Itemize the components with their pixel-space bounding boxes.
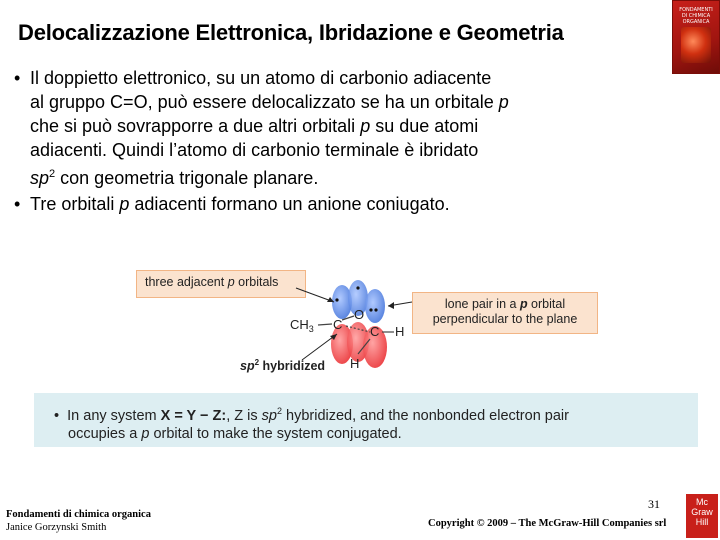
footer-book-title: Fondamenti di chimica organica bbox=[6, 509, 151, 520]
bullet-dot: • bbox=[14, 68, 21, 88]
atom-c2: C bbox=[370, 324, 380, 339]
callout-three-adjacent-orbitals: three adjacent p orbitals bbox=[136, 270, 306, 298]
bullet-item-1 bbox=[14, 66, 678, 190]
publisher-logo: Mc Graw Hill bbox=[686, 494, 718, 538]
info-box-line-2: occupies a p orbital to make the system conjugated. bbox=[68, 425, 402, 442]
bullet-1-line-5: $sp^2$ con geometria trigonale planare. bbox=[30, 168, 319, 188]
book-cover-art bbox=[681, 27, 711, 63]
bullet-1-line-1: Il doppietto elettronico, su un atomo di carbonio adiacente bbox=[30, 68, 492, 88]
electron-dot bbox=[356, 286, 359, 289]
bond-ch3-c bbox=[318, 324, 332, 325]
page-number: 31 bbox=[648, 497, 660, 511]
bullet-1-line-4: adiacenti. Quindi l’atomo di carbonio terminale è ibridato bbox=[30, 140, 479, 160]
slide-title: Delocalizzazione Elettronica, Ibridazione e Geometria bbox=[18, 20, 564, 45]
footer-book-info bbox=[6, 508, 151, 534]
callout-lone-pair: lone pair in a p orbital perpendicular to the plane bbox=[412, 292, 598, 334]
arrowhead-right-callout bbox=[388, 302, 394, 309]
book-cover-text: FONDAMENTI DI CHIMICA ORGANICA bbox=[679, 7, 713, 25]
atom-c1: C bbox=[333, 317, 343, 332]
atom-h-bottom: H bbox=[350, 356, 360, 371]
info-box bbox=[34, 393, 698, 447]
electron-dot bbox=[374, 308, 377, 311]
info-box-text bbox=[54, 402, 684, 443]
bullet-1-line-3: che si può sovrapporre a due altri orbitali p su due atomi bbox=[30, 116, 479, 136]
electron-dot bbox=[335, 298, 338, 301]
footer-author: Janice Gorzynski Smith bbox=[6, 522, 107, 533]
sp2-hybridized-label: $sp^2$ hybridized bbox=[240, 358, 326, 374]
bullet-item-2: • Tre orbitali p adiacenti formano un anione coniugato. bbox=[14, 194, 450, 214]
electron-dot bbox=[369, 308, 372, 311]
copyright-notice: Copyright © 2009 – The McGraw-Hill Companies srl bbox=[428, 518, 667, 529]
bullet-dot: • bbox=[14, 194, 21, 214]
orbital-lobe-blue-right bbox=[365, 289, 385, 323]
info-box-line-1: • In any system X = Y − Z:, Z is $sp^2$ hybridized, and the nonbonded electron pair bbox=[54, 406, 569, 424]
atom-ch3: $CH_3$ bbox=[290, 317, 314, 334]
orbital-diagram bbox=[132, 262, 602, 374]
bullet-1-line-2: al gruppo C=O, può essere delocalizzato se ha un orbitale p bbox=[30, 92, 509, 112]
bullet-list bbox=[14, 66, 678, 216]
book-cover-image bbox=[672, 0, 720, 74]
atom-o: O bbox=[354, 307, 365, 322]
atom-h-right: H bbox=[395, 324, 405, 339]
orbital-drawing bbox=[132, 262, 602, 374]
